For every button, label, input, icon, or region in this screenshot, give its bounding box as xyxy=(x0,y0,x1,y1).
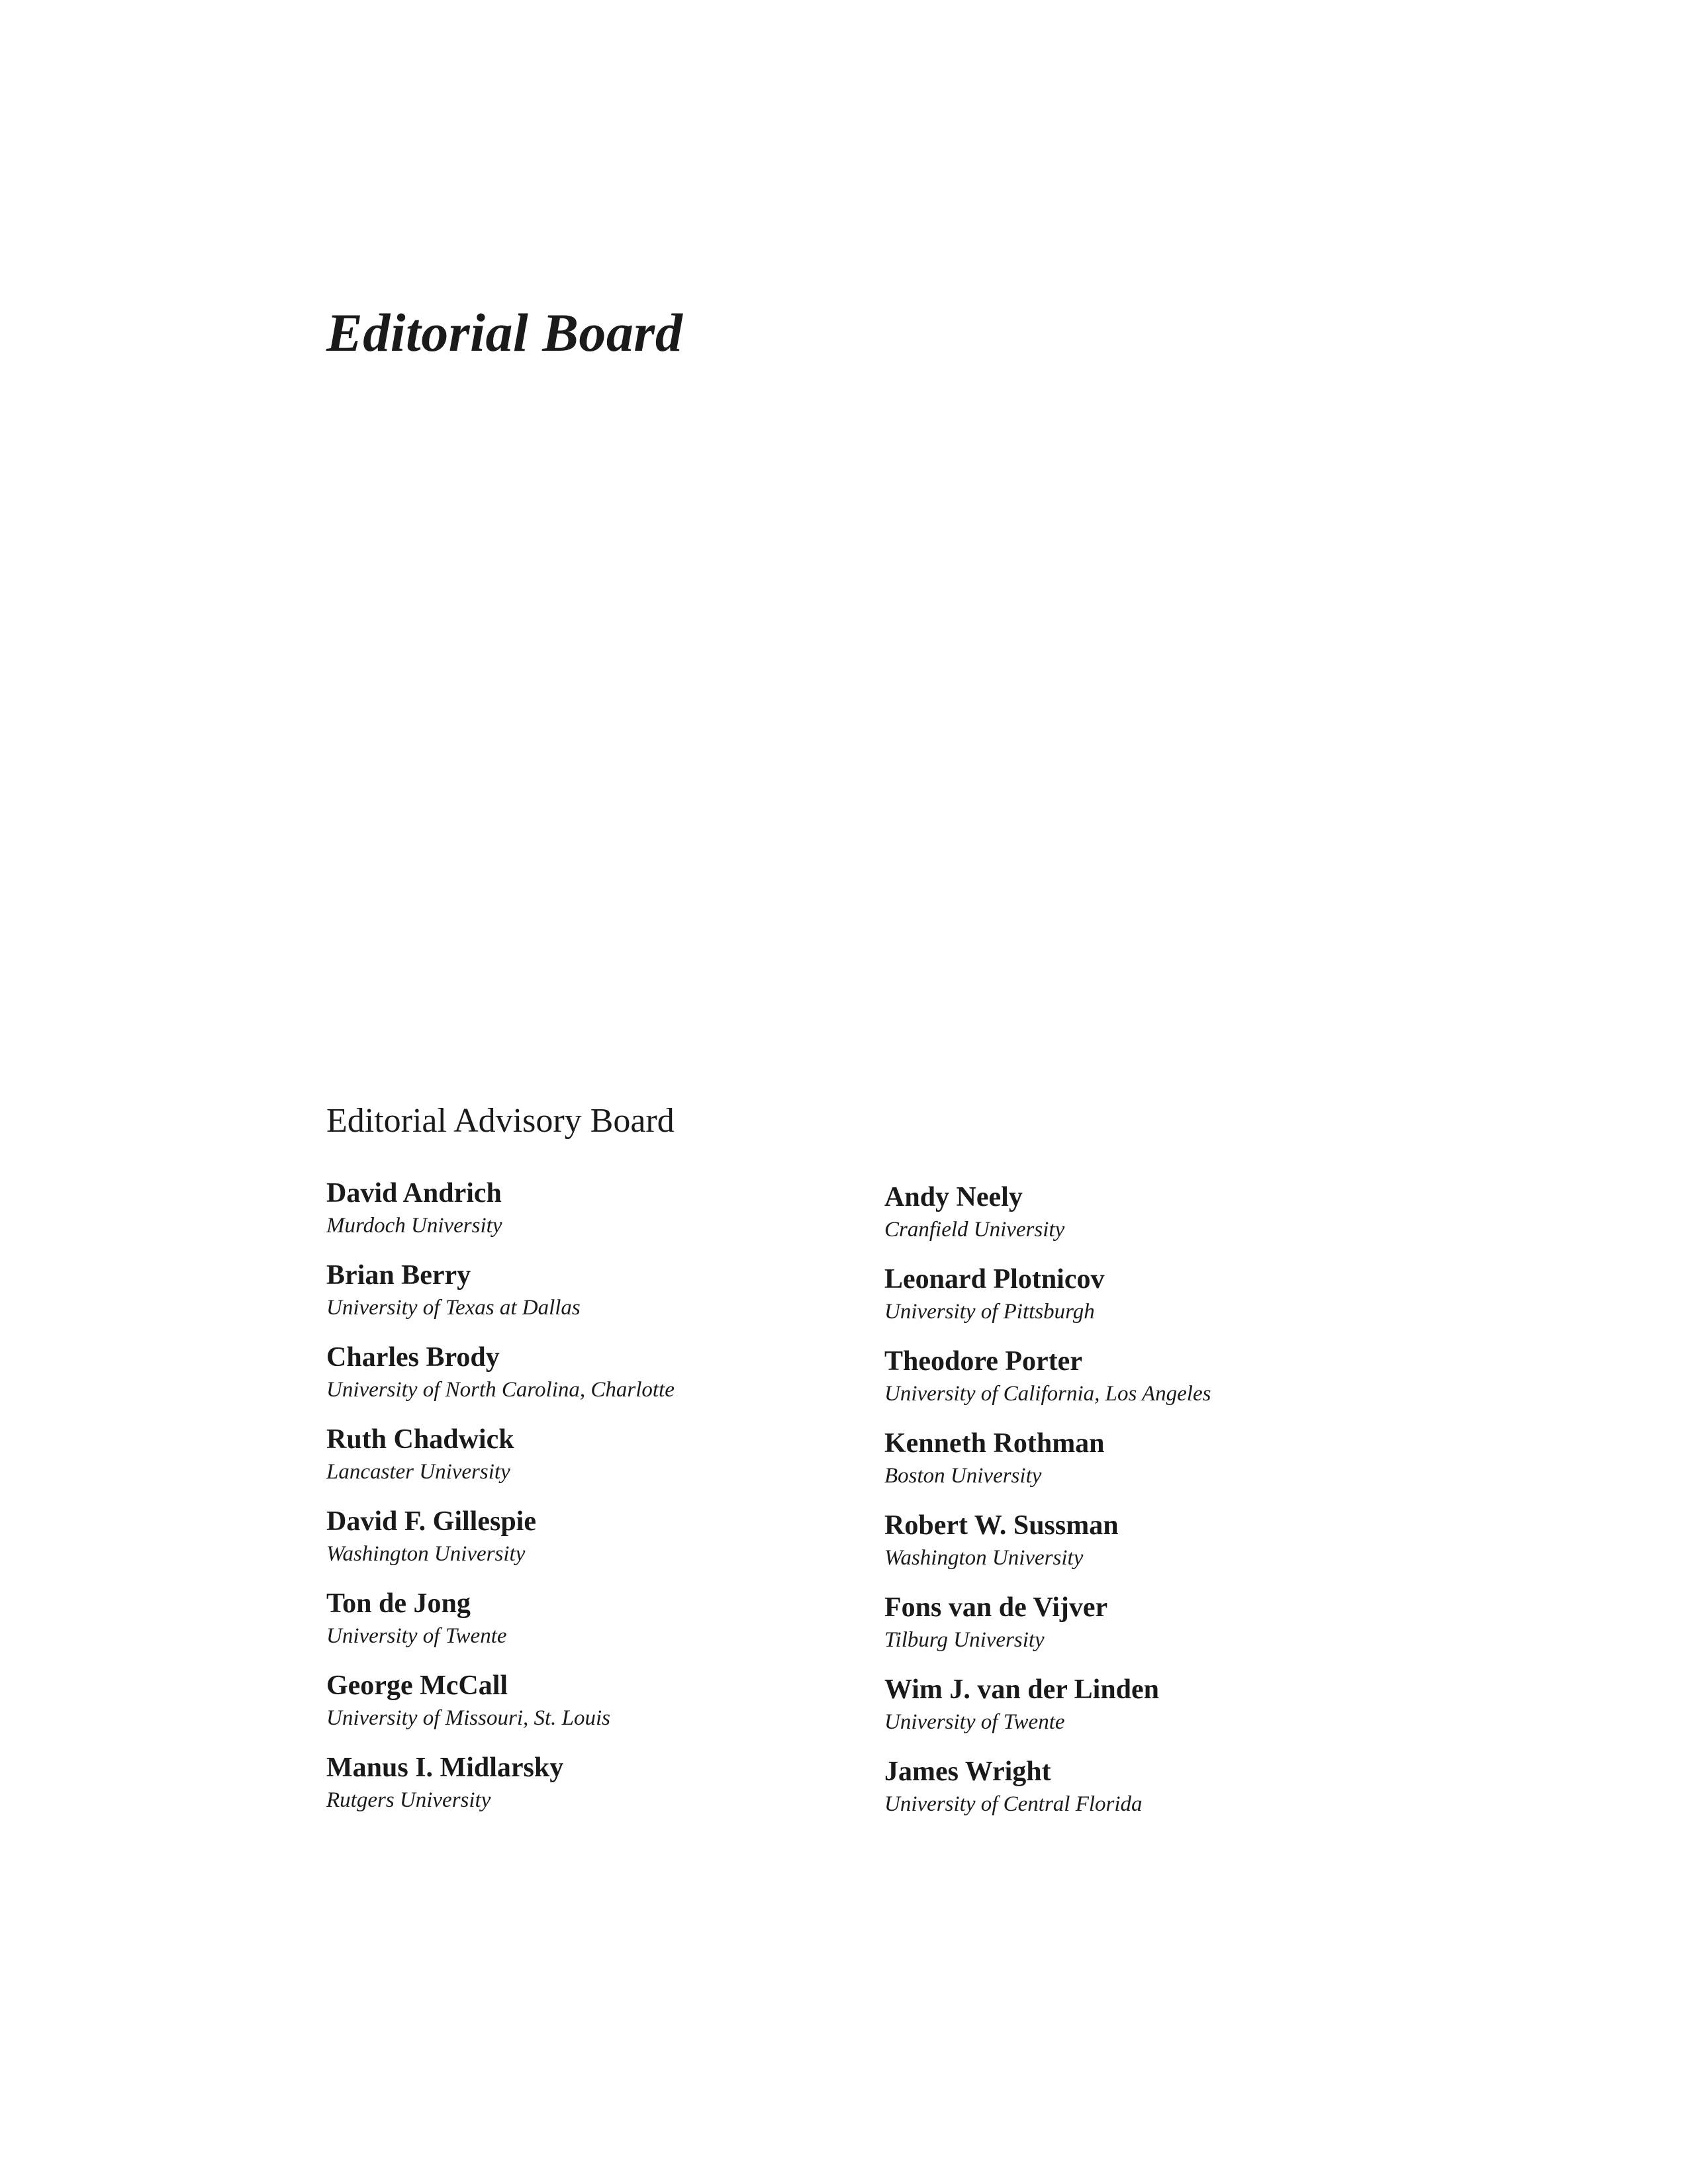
advisory-board-heading: Editorial Advisory Board xyxy=(326,1102,675,1140)
board-member xyxy=(884,1674,1480,1756)
board-member xyxy=(884,1346,1480,1428)
member-name: Manus I. Midlarsky xyxy=(326,1752,564,1783)
board-member xyxy=(326,1342,922,1424)
member-affiliation: Rutgers University xyxy=(326,1788,491,1812)
member-affiliation: Lancaster University xyxy=(326,1460,510,1484)
board-member xyxy=(884,1182,1480,1264)
member-affiliation: University of Central Florida xyxy=(884,1792,1143,1816)
member-affiliation: University of North Carolina, Charlotte xyxy=(326,1378,675,1402)
member-affiliation: Boston University xyxy=(884,1464,1042,1488)
advisory-board-left-column xyxy=(326,1178,922,1835)
board-member xyxy=(884,1592,1480,1674)
member-name: Charles Brody xyxy=(326,1342,500,1373)
member-name: Leonard Plotnicov xyxy=(884,1264,1105,1295)
board-member xyxy=(884,1428,1480,1510)
member-affiliation: University of California, Los Angeles xyxy=(884,1382,1211,1406)
board-member xyxy=(326,1670,922,1752)
member-name: David F. Gillespie xyxy=(326,1506,536,1537)
member-name: James Wright xyxy=(884,1756,1051,1787)
board-member xyxy=(326,1588,922,1670)
page-title: Editorial Board xyxy=(326,302,683,363)
board-member xyxy=(326,1424,922,1506)
member-name: Andy Neely xyxy=(884,1182,1023,1212)
member-name: Wim J. van der Linden xyxy=(884,1674,1160,1705)
board-member xyxy=(326,1752,922,1835)
member-affiliation: University of Missouri, St. Louis xyxy=(326,1706,611,1730)
member-affiliation: University of Twente xyxy=(326,1624,507,1648)
advisory-board-right-column xyxy=(884,1182,1480,1839)
member-name: Ruth Chadwick xyxy=(326,1424,514,1455)
member-affiliation: Cranfield University xyxy=(884,1218,1065,1242)
member-name: Robert W. Sussman xyxy=(884,1510,1119,1541)
member-affiliation: University of Texas at Dallas xyxy=(326,1296,581,1320)
member-name: Fons van de Vijver xyxy=(884,1592,1108,1623)
member-affiliation: University of Twente xyxy=(884,1710,1065,1734)
member-name: David Andrich xyxy=(326,1178,502,1208)
member-name: Theodore Porter xyxy=(884,1346,1082,1377)
board-member xyxy=(884,1510,1480,1592)
member-affiliation: Washington University xyxy=(326,1542,526,1566)
board-member xyxy=(884,1756,1480,1839)
board-member xyxy=(884,1264,1480,1346)
member-name: George McCall xyxy=(326,1670,508,1701)
member-name: Kenneth Rothman xyxy=(884,1428,1105,1459)
member-affiliation: Murdoch University xyxy=(326,1214,502,1238)
board-member xyxy=(326,1260,922,1342)
board-member xyxy=(326,1506,922,1588)
member-affiliation: University of Pittsburgh xyxy=(884,1300,1095,1324)
member-name: Brian Berry xyxy=(326,1260,471,1291)
member-affiliation: Washington University xyxy=(884,1546,1084,1570)
board-member xyxy=(326,1178,922,1260)
member-name: Ton de Jong xyxy=(326,1588,471,1619)
member-affiliation: Tilburg University xyxy=(884,1628,1045,1652)
